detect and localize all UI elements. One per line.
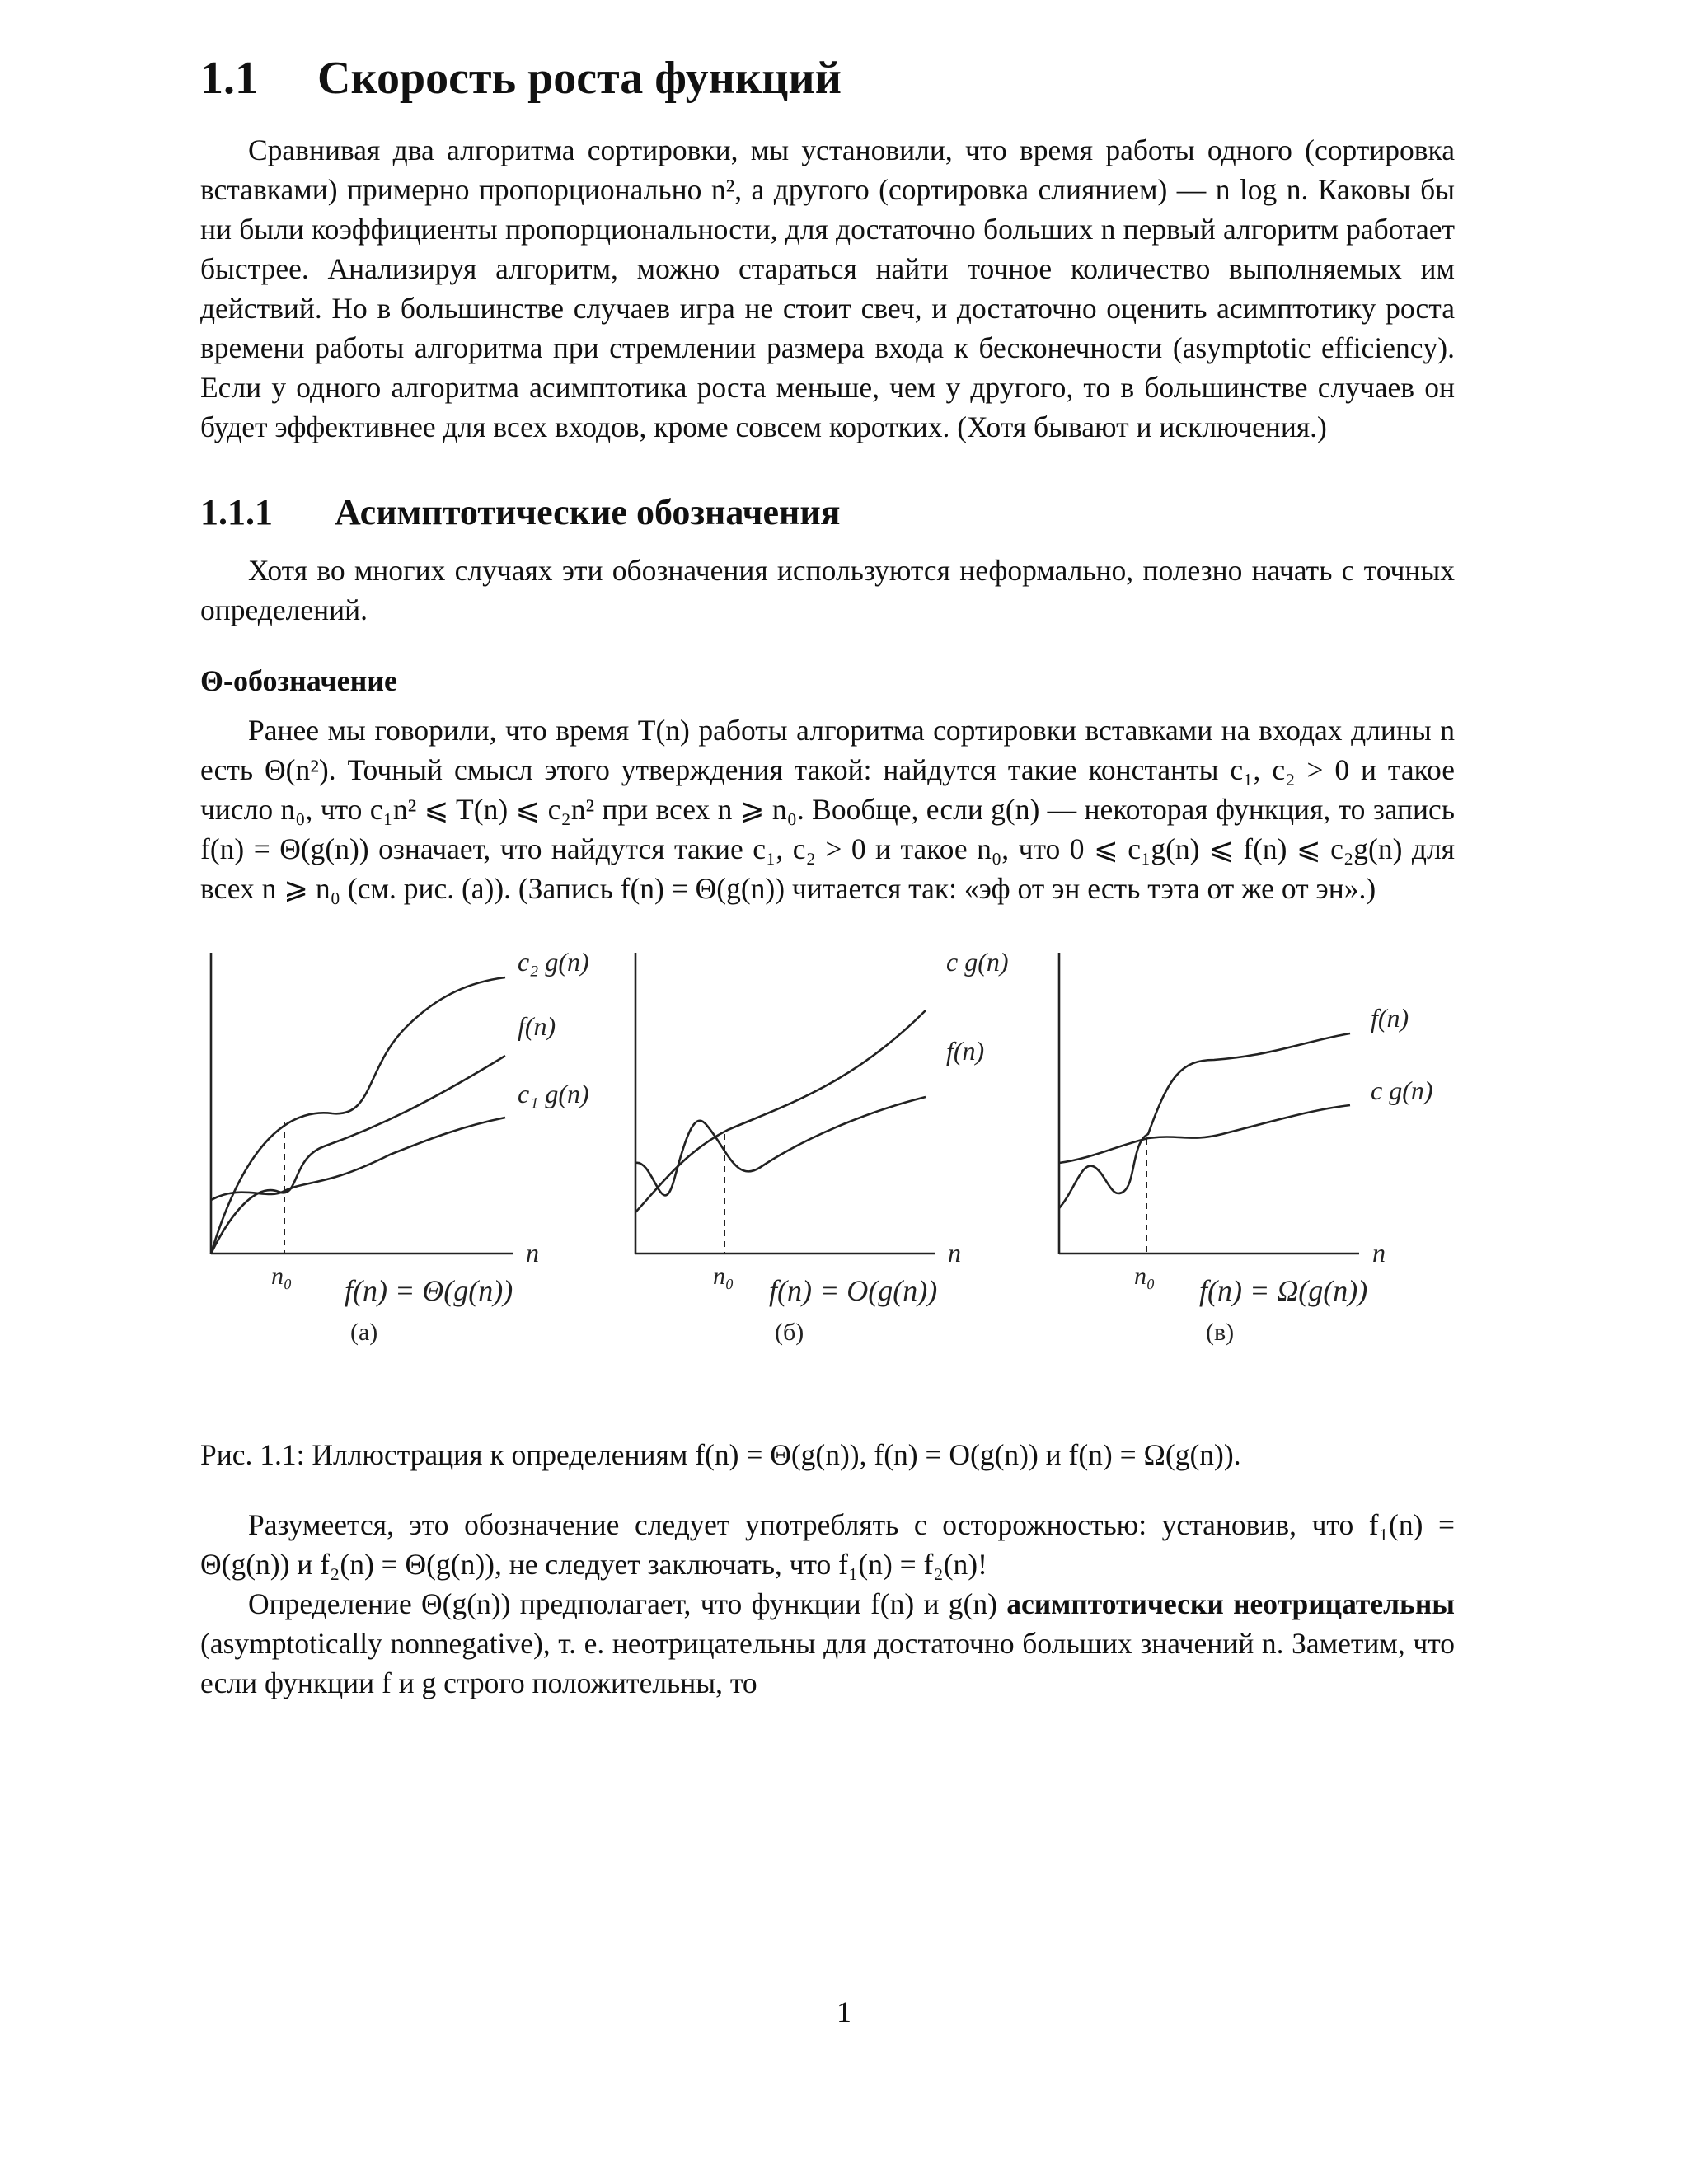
panel-c-label-cg: c g(n) <box>1371 1076 1433 1105</box>
panel-c-tag: (в) <box>1206 1319 1235 1346</box>
panel-b-tag: (б) <box>775 1319 804 1346</box>
panel-c-label-f: f(n) <box>1371 1003 1409 1033</box>
theta-paragraph: Ранее мы говорили, что время T(n) работы алгоритма сортировки вставками на входах длины n есть Θ(n²). Точный смысл этого утверждения такой: найдутся такие константы c₁, c₂ > 0 и такое число n₀, что c₁n² ⩽ T(n) ⩽ c₂n² при всех n ⩾ n₀. Вообще, если g(n) — некоторая функция, то запись f(n) = Θ(g(n)) означает, что найдутся такие c₁, c₂ > 0 и такое n₀, что 0 ⩽ c₁g(n) ⩽ f(n) ⩽ c₂g(n) для всех n ⩾ n₀ (см. рис. (а)). (Запись f(n) = Θ(g(n)) читается так: «эф от эн есть тэта от же от эн».) <box>200 714 1455 905</box>
subsection-intro-paragraph: Хотя во многих случаях эти обозначения используются неформально, полезно начать с точных определений. <box>200 554 1455 626</box>
subsection-number: 1.1.1 <box>200 492 273 532</box>
figure-caption: Рис. 1.1: Иллюстрация к определениям f(n) = Θ(g(n)), f(n) = O(g(n)) и f(n) = Ω(g(n)). <box>200 1438 1241 1471</box>
panel-b-label-cg: c g(n) <box>946 947 1009 977</box>
theta-heading: Θ-обозначение <box>200 664 398 697</box>
panel-b-n0-label: n₀ <box>713 1263 734 1290</box>
subsection-title: Асимптотические обозначения <box>335 492 841 532</box>
page-number: 1 <box>837 1995 851 2028</box>
section-title: Скорость роста функций <box>317 53 842 104</box>
panel-a-graph <box>211 953 513 1254</box>
panel-c-formula: f(n) = Ω(g(n)) <box>1199 1274 1368 1307</box>
after-paragraph-2-end: (asymptotically nonnegative), т. е. неотрицательны для достаточно больших значений n. Заметим, что если функции f и g строго положительны, то <box>200 1627 1455 1699</box>
section-intro-paragraph: Сравнивая два алгоритма сортировки, мы установили, что время работы одного (сортировка вставками) примерно пропорционально n², а другого (сортировка слиянием) — n log n. Каковы бы ни были коэффициенты пропорциональности, для достаточно больших n первый алгоритм работает быстрее. Анализируя алгоритм, можно стараться найти точное количество выполняемых им действий. Но в большинстве случаев игра не стоит свеч, и достаточно оценить асимптотику роста времени работы алгоритма при стремлении размера входа к бесконечности (asymptotic efficiency). Если у одного алгоритма асимптотика роста меньше, чем у другого, то в большинстве случаев он будет эффективнее для всех входов, кроме совсем коротких. (Хотя бывают и исключения.) <box>200 134 1455 443</box>
panel-a-label-f: f(n) <box>518 1011 556 1041</box>
page-content <box>200 49 1455 1703</box>
panel-b-cg-curve <box>635 1010 926 1212</box>
panel-b-label-f: f(n) <box>946 1036 985 1066</box>
panel-a-tag: (а) <box>350 1319 378 1346</box>
panel-c-cg-curve <box>1059 1105 1350 1163</box>
panel-a-label-c2g: c₂ g(n) <box>518 947 589 977</box>
subsection-heading <box>200 490 1455 536</box>
panel-a-c1g-curve <box>211 1118 505 1200</box>
after-paragraph-2 <box>200 1584 1455 1703</box>
section-heading <box>200 49 1455 107</box>
panel-a-c2g-curve <box>211 977 505 1254</box>
figure-asymptotic <box>200 944 1455 1406</box>
section-number: 1.1 <box>200 53 258 104</box>
after-paragraph-2-start: Определение Θ(g(n)) предполагает, что функции f(n) и g(n) <box>248 1587 1007 1620</box>
panel-c-f-curve <box>1059 1033 1350 1208</box>
panel-c-n0-label: n₀ <box>1134 1263 1156 1290</box>
panel-b-axis-label: n <box>948 1238 961 1268</box>
after-paragraph-1: Разумеется, это обозначение следует употреблять с осторожностью: установив, что f₁(n) = Θ(g(n)) и f₂(n) = Θ(g(n)), не следует заключать, что f₁(n) = f₂(n)! <box>200 1508 1455 1581</box>
term-asymptotically-nonnegative: асимптотически неотрицательны <box>1006 1587 1455 1620</box>
panel-a-axis-label: n <box>526 1238 539 1268</box>
panel-c-axis-label: n <box>1372 1238 1386 1268</box>
panel-a-n0-label: n₀ <box>271 1263 293 1290</box>
panel-b-f-curve <box>635 1097 926 1195</box>
panel-a-formula: f(n) = Θ(g(n)) <box>345 1274 513 1307</box>
panel-a-label-c1g: c₁ g(n) <box>518 1079 589 1108</box>
figure-svg <box>200 944 1455 1406</box>
panel-c-graph <box>1059 953 1359 1254</box>
panel-b-formula: f(n) = O(g(n)) <box>769 1274 938 1307</box>
panel-b-graph <box>635 953 935 1254</box>
